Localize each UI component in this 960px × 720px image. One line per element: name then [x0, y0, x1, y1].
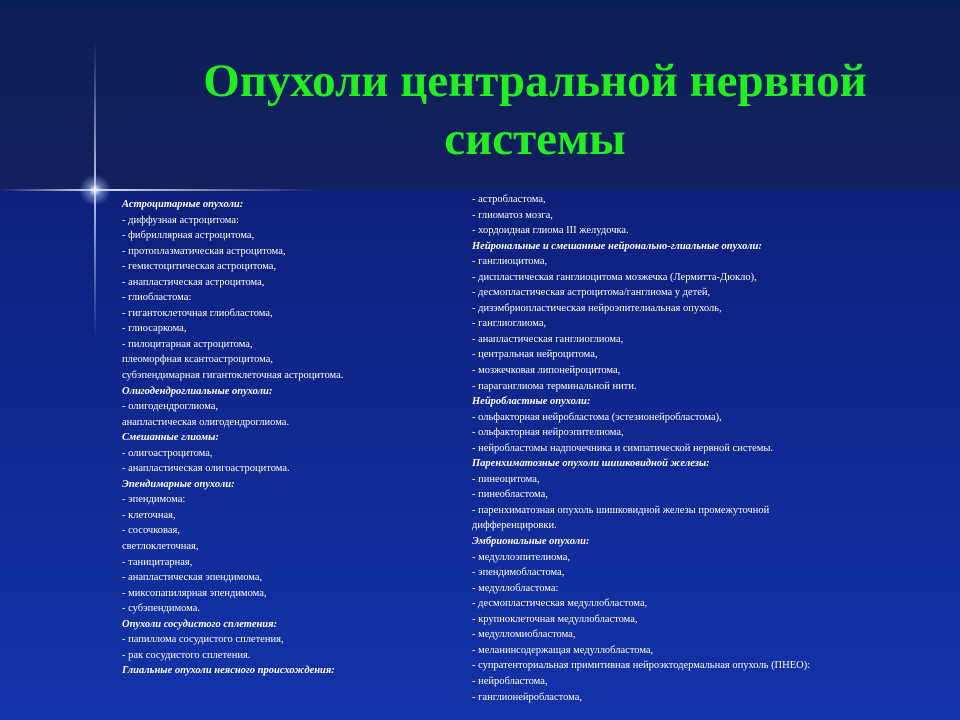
list-item: - эпендимобластома, — [472, 567, 565, 579]
section-heading: Опухоли сосудистого сплетения: — [122, 618, 278, 630]
list-item: - олигоастроцитома, — [122, 447, 213, 459]
list-item: - протоплазматическая астроцитома, — [122, 245, 286, 257]
right-text-column — [472, 192, 810, 705]
list-item: - клеточная, — [122, 509, 176, 521]
list-item: - анапластическая астроцитома, — [122, 276, 265, 288]
list-item: - медуллобластома: — [472, 582, 559, 594]
list-item: светлоклеточная, — [122, 541, 199, 553]
list-item: - ольфакторная нейробластома (эстезионейробластома), — [472, 411, 722, 423]
list-item: - центральная нейроцитома, — [472, 349, 598, 361]
list-item: - глиосаркома, — [122, 323, 187, 335]
list-item: - анапластическая олигоастроцитома. — [122, 463, 290, 475]
list-item: анапластическая олигодендроглиома. — [122, 416, 290, 428]
section-heading: Нейробластные опухоли: — [472, 396, 591, 408]
list-item: - крупноклеточная медуллобластома, — [472, 613, 638, 625]
list-item: - гигантоклеточная глиобластома, — [122, 307, 273, 319]
list-item: - гемистоцитическая астроцитома, — [122, 261, 277, 273]
list-item: - десмопластическая астроцитома/ганглиома у детей, — [472, 287, 711, 299]
list-item: - таницитарная, — [122, 556, 193, 568]
list-item: - ольфакторная нейроэпителиома, — [472, 427, 624, 439]
list-item: - пилоцитарная астроцитома, — [122, 338, 253, 350]
section-heading: Смешанные глиомы: — [122, 432, 219, 444]
list-item: - меланинсодержащая медуллобластома, — [472, 644, 654, 656]
list-item: - папиллома сосудистого сплетения, — [122, 634, 284, 646]
section-heading: Астроцитарные опухоли: — [122, 199, 244, 210]
list-item: - медуллоэпителиома, — [472, 551, 571, 563]
section-heading: Олигодендроглиальные опухоли: — [122, 385, 273, 397]
section-heading: Эмбриональные опухоли: — [472, 536, 590, 548]
list-item: - нейробластома, — [472, 675, 548, 687]
list-item: - супратенториальная примитивная нейроэктодермальная опухоль (ПНЕО): — [472, 660, 811, 672]
list-item: - глиобластома: — [122, 292, 192, 304]
list-item: субэпендимарная гигантоклеточная астроцитома. — [122, 370, 344, 382]
section-heading: Глиальные опухоли неясного происхождения: — [122, 665, 335, 677]
list-item: - мозжечковая липонейроцитома, — [472, 365, 621, 377]
list-item: - ганглиоцитома, — [472, 256, 548, 268]
list-item: - рак сосудистого сплетения. — [122, 649, 251, 661]
list-item: - диспластическая ганглиоцитома мозжечка (Лермитта-Дюкло), — [472, 271, 757, 283]
list-item: - эпендимома: — [122, 494, 186, 506]
slide-title-line-1: Опухоли центральной нервной — [203, 55, 867, 107]
list-item: - ганглионейробластома, — [472, 691, 582, 703]
list-item: плеоморфная ксантоастроцитома, — [122, 354, 273, 366]
list-item: - анапластическая эпендимома, — [122, 572, 263, 584]
section-heading: Эпендимарные опухоли: — [122, 478, 235, 490]
list-item: - десмопластическая медуллобластома, — [472, 598, 648, 610]
list-item: - анапластическая ганглиоглиома, — [472, 333, 624, 345]
list-item: - олигодендроглиома, — [122, 401, 219, 413]
list-item: - диффузная астроцитома: — [122, 214, 239, 226]
slide-title-line-2: системы — [444, 113, 626, 165]
list-item: - глиоматоз мозга, — [472, 209, 553, 221]
slide-title — [130, 52, 940, 168]
list-item: - фибриллярная астроцитома, — [122, 230, 255, 242]
list-item: - миксопапилярная эпендимома, — [122, 587, 267, 599]
list-item: - паренхиматозная опухоль шишковидной железы промежуточной — [472, 504, 770, 516]
list-item: - субэпендимома. — [122, 603, 201, 615]
list-item: - астробластома, — [472, 194, 546, 205]
list-item: - дизэмбриопластическая нейроэпителиальная опухоль, — [472, 302, 722, 314]
section-heading: Паренхиматозные опухоли шишковидной железы: — [472, 458, 710, 470]
list-item: - медулломиобластома, — [472, 629, 576, 641]
list-item: - хордоидная глиома III желудочка. — [472, 225, 629, 237]
list-item: - пинеоцитома, — [472, 473, 540, 485]
light-flare-horizontal — [0, 189, 320, 191]
list-item: дифференцировки. — [472, 520, 557, 532]
list-item: - параганглиома терминальной нити. — [472, 380, 637, 392]
light-flare-glow — [79, 174, 111, 206]
left-text-column — [122, 197, 343, 679]
list-item: - нейробластомы надпочечника и симпатической нервной системы. — [472, 442, 774, 454]
list-item: - сосочковая, — [122, 525, 180, 537]
list-item: - ганглиоглиома, — [472, 318, 547, 330]
section-heading: Нейрональные и смешанные нейронально-глиальные опухоли: — [472, 240, 762, 252]
list-item: - пинеобластома, — [472, 489, 548, 501]
